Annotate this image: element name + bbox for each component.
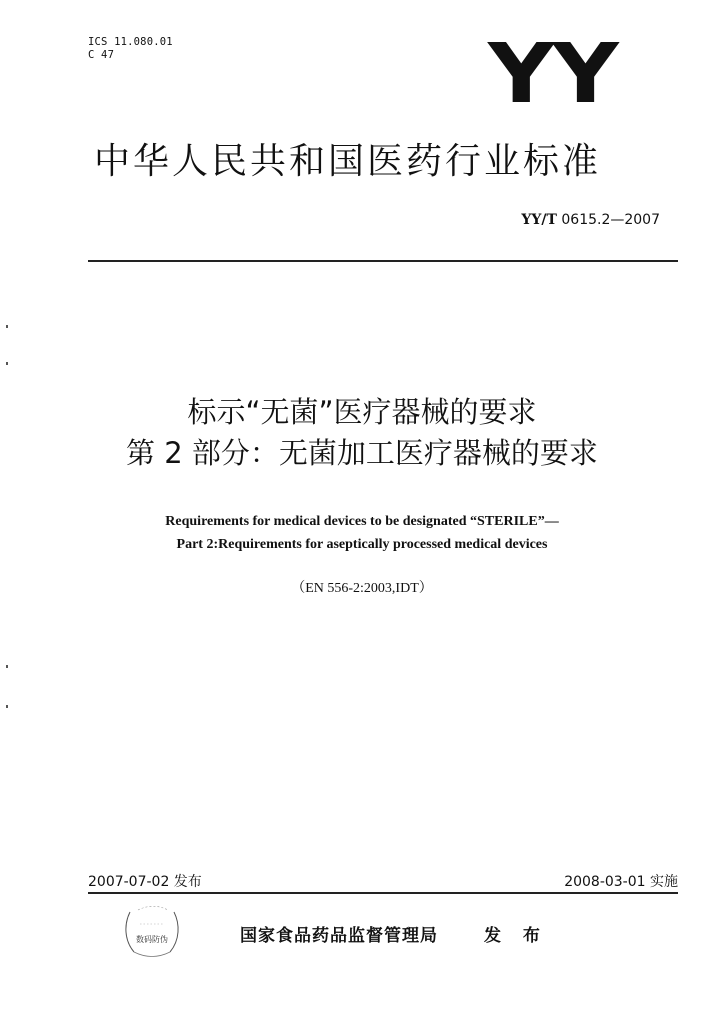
issuing-action: 发 布 (484, 926, 548, 946)
stamp-seal-icon (116, 902, 188, 960)
issue-date: 2007-07-02 发布 (88, 874, 202, 890)
standard-type-heading: 中华人民共和国医药行业标准 (94, 141, 602, 182)
standard-number-prefix: YY/T (521, 212, 557, 228)
scan-mark (6, 705, 8, 708)
scan-mark (6, 665, 8, 668)
chinese-title-line-2: 第 2 部分：无菌加工医疗器械的要求 (126, 436, 598, 470)
standard-number-value: 0615.2—2007 (561, 212, 660, 228)
implementation-date: 2008-03-01 实施 (564, 874, 678, 890)
scan-mark (6, 325, 8, 328)
ics-code: ICS 11.080.01 (88, 36, 173, 48)
yy-logo: YY (488, 27, 617, 122)
anti-counterfeit-stamp (116, 902, 188, 960)
stamp-label: 数码防伪 (136, 935, 168, 944)
scan-mark (6, 362, 8, 365)
ccs-code: C 47 (88, 49, 115, 61)
chinese-title-line-1: 标示“无菌”医疗器械的要求 (187, 395, 537, 429)
english-title-line-2: Part 2:Requirements for aseptically processed medical devices (176, 537, 548, 552)
issuing-authority: 国家食品药品监督管理局 (240, 926, 438, 946)
english-title-line-1: Requirements for medical devices to be designated “STERILE”— (165, 514, 559, 529)
bottom-divider (88, 892, 678, 894)
chinese-title (0, 392, 724, 474)
standard-number (521, 211, 660, 229)
top-divider (88, 260, 678, 262)
equivalence-note: （EN 556-2:2003,IDT） (291, 581, 433, 596)
english-title (0, 510, 724, 556)
classification-codes (88, 36, 173, 62)
